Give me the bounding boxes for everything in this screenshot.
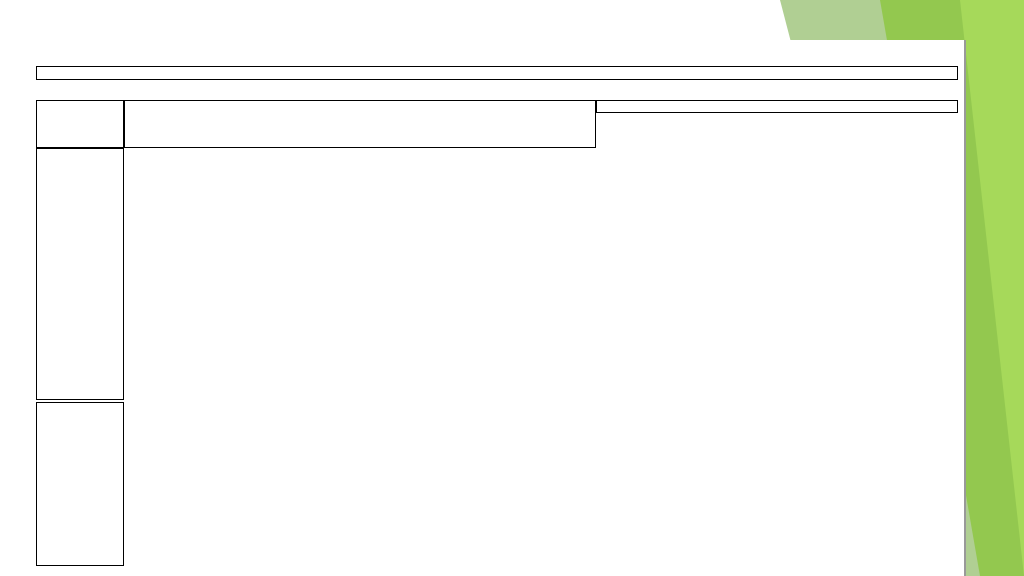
factores-header-cell (124, 100, 596, 148)
subtitle-row (36, 66, 958, 80)
procesos-header-cell (596, 100, 958, 113)
psychosocial-group-cell (36, 402, 124, 566)
ergonomic-group-cell (36, 148, 124, 400)
riesgos-header-cell (36, 100, 124, 148)
risk-matrix-sheet (36, 40, 966, 576)
